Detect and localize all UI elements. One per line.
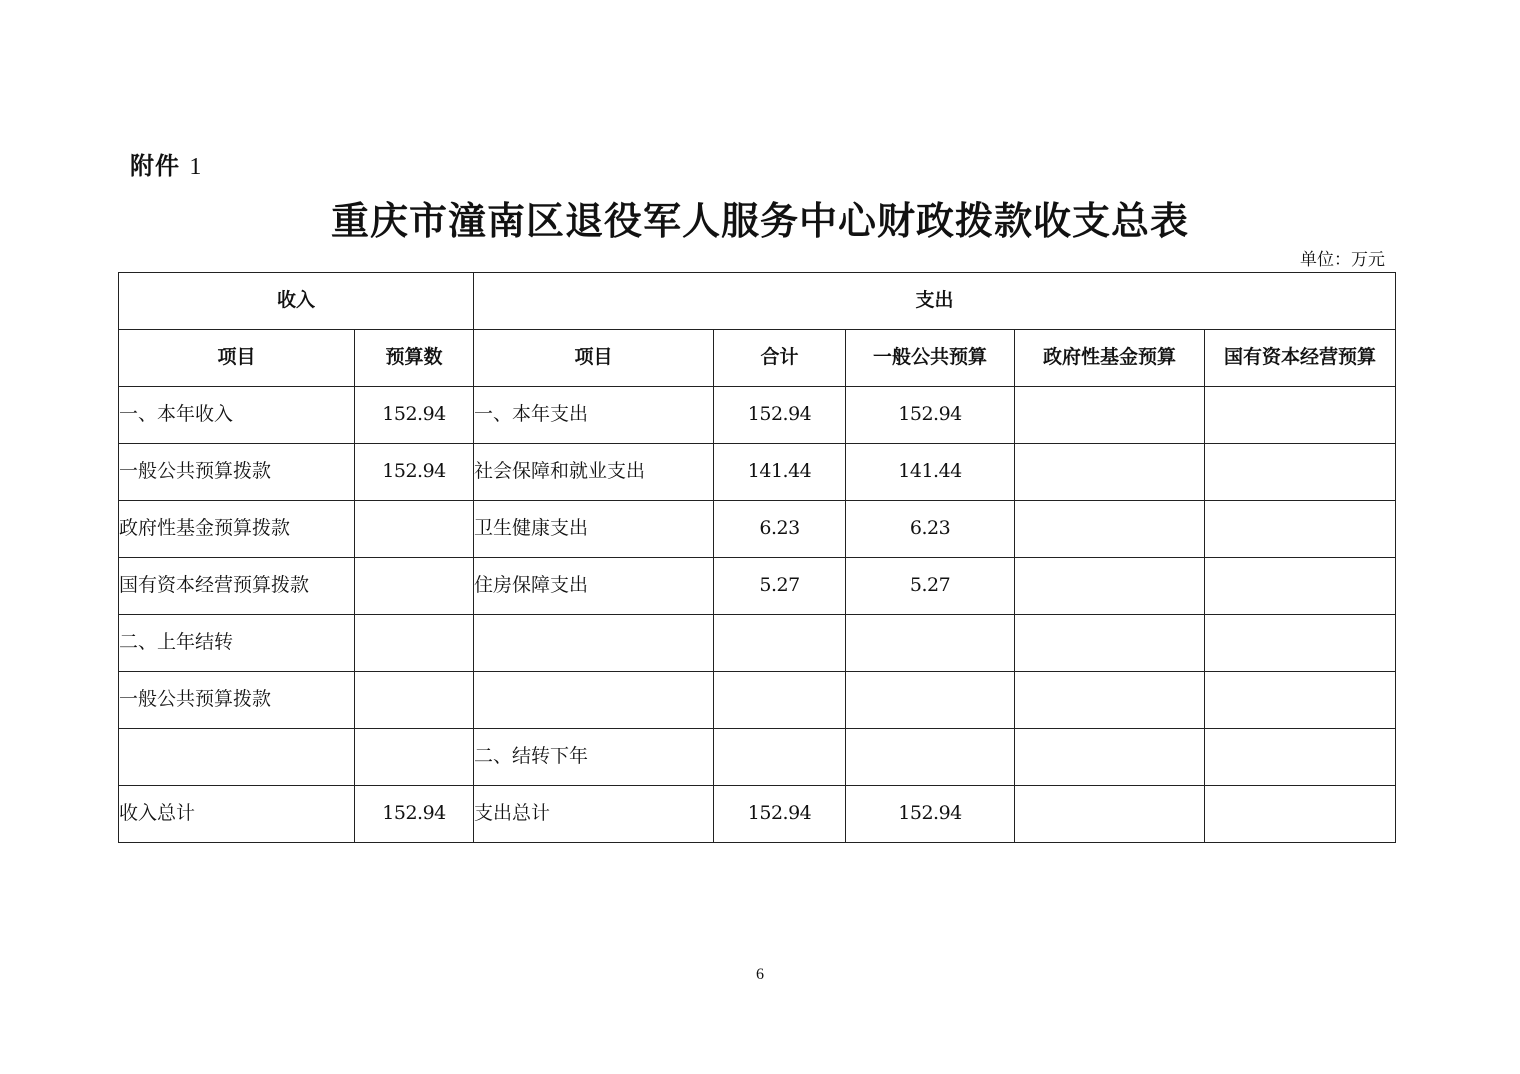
state-capital-cell	[1205, 558, 1396, 615]
gov-fund-cell	[1015, 615, 1205, 672]
gov-fund-cell	[1015, 558, 1205, 615]
col-total: 合计	[714, 330, 846, 387]
income-budget-cell: 152.94	[355, 786, 474, 843]
general-budget-cell	[846, 615, 1015, 672]
col-expense-item: 项目	[474, 330, 714, 387]
col-gov-fund-budget: 政府性基金预算	[1015, 330, 1205, 387]
general-budget-cell	[846, 729, 1015, 786]
income-item-cell: 政府性基金预算拨款	[119, 501, 355, 558]
table-row	[119, 615, 1396, 672]
income-budget-cell	[355, 729, 474, 786]
total-cell	[714, 615, 846, 672]
state-capital-cell	[1205, 615, 1396, 672]
expense-item-cell: 二、结转下年	[474, 729, 714, 786]
state-capital-cell	[1205, 672, 1396, 729]
expense-group-header: 支出	[474, 273, 1396, 330]
total-cell	[714, 729, 846, 786]
expense-item-cell: 住房保障支出	[474, 558, 714, 615]
state-capital-cell	[1205, 729, 1396, 786]
general-budget-cell: 5.27	[846, 558, 1015, 615]
budget-summary-table	[118, 272, 1396, 843]
general-budget-cell: 141.44	[846, 444, 1015, 501]
table-row	[119, 387, 1396, 444]
gov-fund-cell	[1015, 387, 1205, 444]
col-income-budget: 预算数	[355, 330, 474, 387]
income-item-cell: 一般公共预算拨款	[119, 672, 355, 729]
unit-note: 单位：万元	[1300, 250, 1385, 270]
general-budget-cell: 152.94	[846, 786, 1015, 843]
gov-fund-cell	[1015, 786, 1205, 843]
income-item-cell: 国有资本经营预算拨款	[119, 558, 355, 615]
income-group-header: 收入	[119, 273, 474, 330]
total-cell: 152.94	[714, 387, 846, 444]
gov-fund-cell	[1015, 501, 1205, 558]
page-title: 重庆市潼南区退役军人服务中心财政拨款收支总表	[330, 198, 1189, 243]
page-number: 6	[756, 966, 764, 983]
total-cell: 152.94	[714, 786, 846, 843]
gov-fund-cell	[1015, 444, 1205, 501]
expense-item-cell	[474, 615, 714, 672]
total-cell	[714, 672, 846, 729]
income-item-cell: 一、本年收入	[119, 387, 355, 444]
income-item-cell	[119, 729, 355, 786]
attachment-number: 1	[189, 154, 203, 180]
total-cell: 6.23	[714, 501, 846, 558]
income-budget-cell	[355, 672, 474, 729]
table-row	[119, 786, 1396, 843]
expense-item-cell	[474, 672, 714, 729]
expense-item-cell: 支出总计	[474, 786, 714, 843]
gov-fund-cell	[1015, 729, 1205, 786]
income-budget-cell	[355, 615, 474, 672]
income-item-cell: 一般公共预算拨款	[119, 444, 355, 501]
income-item-cell: 收入总计	[119, 786, 355, 843]
state-capital-cell	[1205, 387, 1396, 444]
income-budget-cell: 152.94	[355, 387, 474, 444]
table-row	[119, 672, 1396, 729]
gov-fund-cell	[1015, 672, 1205, 729]
table-row	[119, 501, 1396, 558]
group-header-row	[119, 273, 1396, 330]
column-header-row	[119, 330, 1396, 387]
income-budget-cell	[355, 558, 474, 615]
attachment-text: 附件	[130, 152, 180, 180]
total-cell: 141.44	[714, 444, 846, 501]
expense-item-cell: 社会保障和就业支出	[474, 444, 714, 501]
expense-item-cell: 一、本年支出	[474, 387, 714, 444]
state-capital-cell	[1205, 444, 1396, 501]
col-state-capital-budget: 国有资本经营预算	[1205, 330, 1396, 387]
col-income-item: 项目	[119, 330, 355, 387]
table-row	[119, 444, 1396, 501]
general-budget-cell	[846, 672, 1015, 729]
income-budget-cell: 152.94	[355, 444, 474, 501]
total-cell: 5.27	[714, 558, 846, 615]
table-row	[119, 729, 1396, 786]
col-general-budget: 一般公共预算	[846, 330, 1015, 387]
income-budget-cell	[355, 501, 474, 558]
income-item-cell: 二、上年结转	[119, 615, 355, 672]
table-row	[119, 558, 1396, 615]
general-budget-cell: 152.94	[846, 387, 1015, 444]
general-budget-cell: 6.23	[846, 501, 1015, 558]
state-capital-cell	[1205, 501, 1396, 558]
attachment-label	[130, 146, 202, 181]
expense-item-cell: 卫生健康支出	[474, 501, 714, 558]
state-capital-cell	[1205, 786, 1396, 843]
